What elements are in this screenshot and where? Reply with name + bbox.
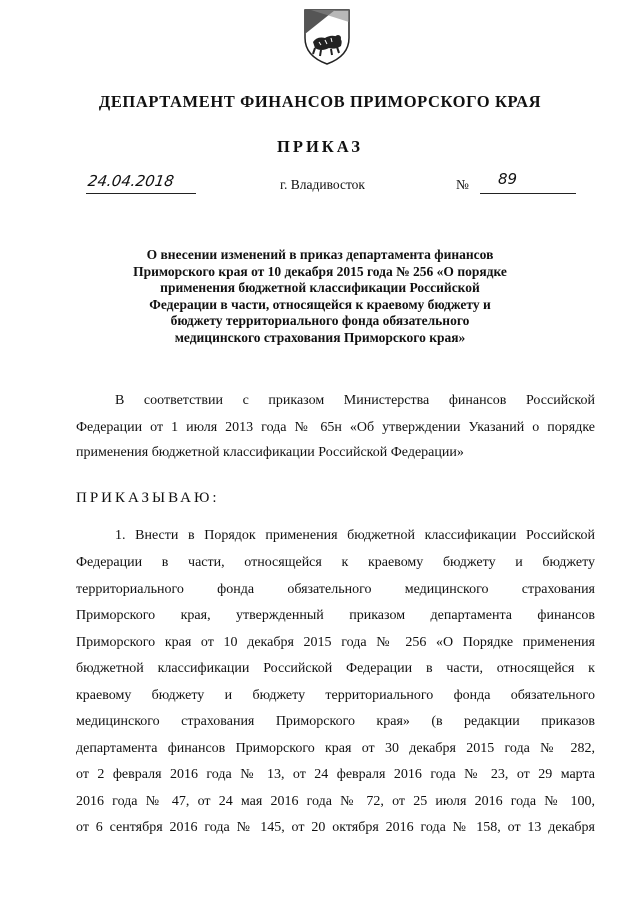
item-line: краевому бюджету и бюджету территориального фонда обязательного xyxy=(76,688,595,703)
item-line: Приморского края, утвержденный приказом департамента финансов xyxy=(76,608,595,623)
date-underline xyxy=(86,193,196,194)
item-line: 2016 года № 47, от 24 мая 2016 года № 72, от 25 июля 2016 года № 100, xyxy=(76,794,595,809)
preamble-line: применения бюджетной классификации Российской Федерации» xyxy=(76,445,464,460)
subject-line: медицинского страхования Приморского края» xyxy=(174,329,466,345)
coat-of-arms-emblem xyxy=(301,4,353,66)
item-line: департамента финансов Приморского края от 30 декабря 2015 года № 282, xyxy=(76,741,595,756)
item-line: Федерации в части, относящейся к краевому бюджету и бюджету xyxy=(76,555,595,570)
item-line: территориального фонда обязательного медицинского страхования xyxy=(76,582,595,597)
order-word: ПРИКАЗЫВАЮ: xyxy=(76,490,220,506)
handwritten-number: 89 xyxy=(498,170,518,188)
department-title: ДЕПАРТАМЕНТ ФИНАНСОВ ПРИМОРСКОГО КРАЯ xyxy=(98,92,542,111)
preamble-line: Федерации от 1 июля 2013 года № 65н «Об утверждении Указаний о порядке xyxy=(76,420,595,435)
subject-line: Федерации в части, относящейся к краевому бюджету и xyxy=(149,296,491,312)
item-line: 1. Внести в Порядок применения бюджетной классификации Российской xyxy=(115,528,595,543)
item-line: медицинского страхования Приморского края» (в редакции приказов xyxy=(76,714,595,729)
item-line: Приморского края от 10 декабря 2015 года № 256 «О Порядке применения xyxy=(76,635,595,650)
city-name: г. Владивосток xyxy=(280,177,365,192)
order-subject xyxy=(110,247,530,347)
subject-line: О внесении изменений в приказ департамента финансов xyxy=(146,247,494,262)
item-line: от 2 февраля 2016 года № 13, от 24 февраля 2016 года № 23, от 29 марта xyxy=(76,767,595,782)
subject-line: применения бюджетной классификации Российской xyxy=(160,280,480,296)
subject-line: бюджету территориального фонда обязательного xyxy=(170,313,470,329)
preamble-line: В соответствии с приказом Министерства финансов Российской xyxy=(115,393,595,408)
subject-line: Приморского края от 10 декабря 2015 года № 256 «О порядке xyxy=(133,263,507,279)
item-line: от 6 сентября 2016 года № 145, от 20 октября 2016 года № 158, от 13 декабря xyxy=(76,820,595,835)
item-line: бюджетной классификации Российской Федерации в части, относящейся к xyxy=(76,661,595,676)
number-sign: № xyxy=(456,177,469,192)
handwritten-date: 24.04.2018 xyxy=(86,172,176,190)
number-underline xyxy=(480,193,576,194)
document-kind: ПРИКАЗ xyxy=(277,137,363,156)
